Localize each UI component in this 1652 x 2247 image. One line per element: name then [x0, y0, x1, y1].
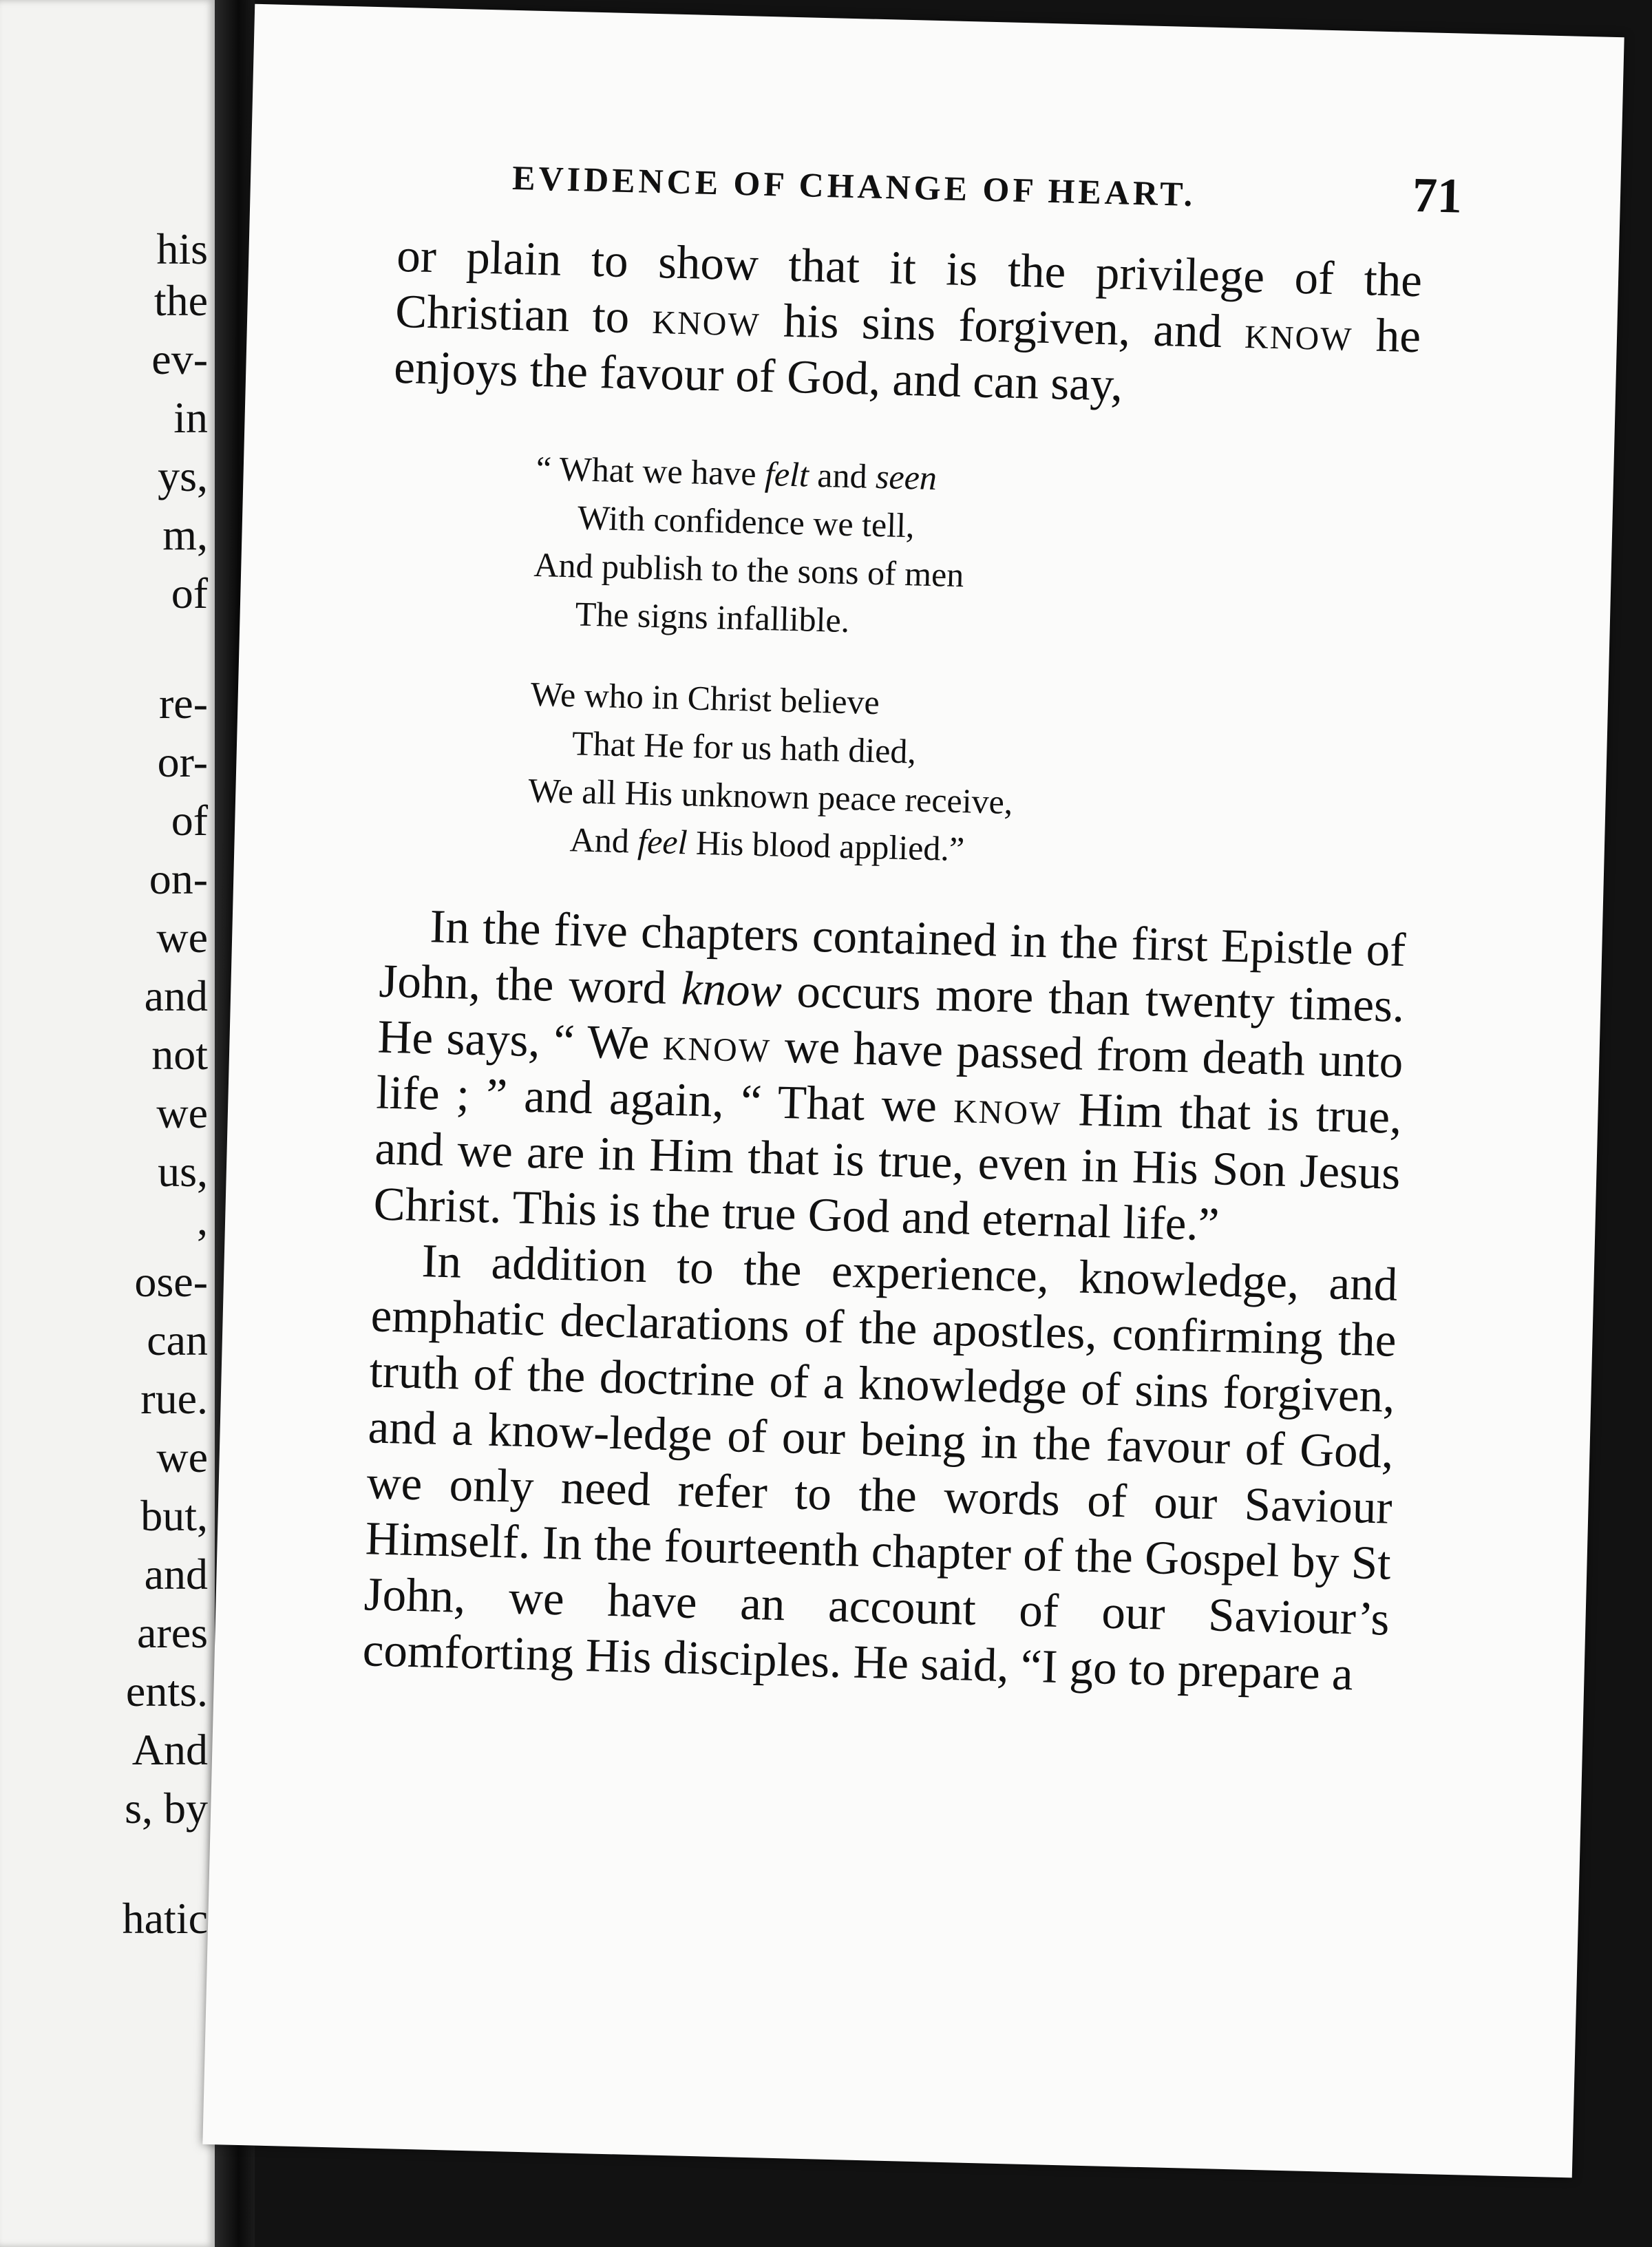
emphasis-know: know [953, 1079, 1063, 1135]
poem-line: We who in Christ believe [530, 674, 880, 722]
italic-know: know [681, 962, 783, 1017]
text-run: “ What we have [536, 448, 765, 493]
text-run: occurs more than twenty times. He says, “ We [377, 964, 1406, 1070]
poem-line: We all His unknown peace receive, [527, 770, 1014, 821]
left-fragment: And [131, 1725, 208, 1774]
left-fragment: but, [140, 1491, 208, 1540]
left-fragment: rue. [140, 1374, 208, 1423]
left-fragment: , [197, 1195, 208, 1244]
stanza-2 [527, 670, 1412, 884]
stanza-1 [532, 444, 1417, 658]
left-fragment: us, [158, 1147, 208, 1196]
emphasis-know: know [1244, 305, 1354, 361]
text-run: he enjoys the favour of God, and can say, [393, 308, 1421, 411]
left-fragment: the [153, 276, 208, 325]
poem-line: That He for us hath died, [571, 724, 917, 771]
text-run: In the five chapters contained in the first Epistle of John, the word [378, 900, 1407, 1015]
previous-page-fragment [0, 0, 215, 2247]
left-fragment: and [144, 1550, 208, 1599]
left-fragment: ares [136, 1608, 208, 1657]
text-run: Him that is true, and we are in Him that is true, even in His Son Jesus Christ. This is the true God and eternal life.” [372, 1082, 1403, 1251]
text-run: his sins forgiven, and [759, 293, 1246, 358]
italic-feel: feel [637, 821, 688, 862]
left-fragment: ents. [125, 1667, 208, 1716]
left-fragment: we [156, 1433, 208, 1481]
emphasis-know: know [662, 1017, 772, 1073]
left-fragment: not [151, 1030, 208, 1079]
text-run: His blood applied.” [686, 823, 965, 869]
page-number: 71 [1412, 167, 1463, 224]
text-run: or plain to show that it is the privilege of the Christian to [394, 229, 1423, 344]
left-fragment: ys, [158, 452, 208, 500]
left-fragment: ev- [151, 335, 208, 383]
hymn-quotation [527, 444, 1417, 884]
paragraph-saviour-words: In addition to the experience, knowledge, and emphatic declarations of the apostles, confirming the truth of the doctrine of a knowledge of sins forgiven, and a know-ledge of our being in the favour of God, we only need refer to the words of our Saviour Himself. In the fourteenth chapter of the Gospel by St John, we have an account of our Saviour’s comforting His disciples. He said, “I go to prepare a [362, 1234, 1399, 1700]
body-text [362, 228, 1423, 1703]
left-fragment: of [171, 569, 208, 618]
text-run: And [569, 820, 639, 861]
running-title: EVIDENCE OF CHANGE OF HEART. [511, 158, 1197, 214]
left-fragment: can [147, 1316, 208, 1364]
text-run: we have passed from death unto life ; ” and again, “ That we [375, 1020, 1404, 1132]
italic-seen: seen [875, 456, 938, 498]
text-run: and [808, 455, 876, 496]
book-page [202, 4, 1624, 2178]
paragraph-continuation [393, 228, 1422, 420]
left-fragment: m, [162, 510, 208, 559]
left-fragment: his [156, 224, 208, 273]
left-fragment: and [144, 971, 208, 1020]
left-fragment: re- [158, 679, 208, 728]
left-fragment: or- [157, 737, 208, 786]
left-fragment: ose- [134, 1257, 208, 1306]
left-fragment: we [156, 1088, 208, 1137]
left-fragment: s, by [125, 1784, 208, 1833]
emphasis-know: know [651, 291, 761, 346]
left-fragment: on- [149, 854, 208, 903]
paragraph-epistle-of-john [373, 898, 1406, 1257]
poem-line: With confidence we tell, [577, 498, 915, 545]
running-head [511, 145, 1463, 225]
left-fragment: of [171, 796, 208, 845]
left-fragment: in [173, 393, 208, 442]
poem-line: The signs infallible. [575, 594, 850, 640]
poem-line: And publish to the sons of men [533, 545, 965, 595]
italic-felt: felt [764, 454, 809, 494]
left-fragment: we [156, 913, 208, 962]
left-fragment: hatic [122, 1894, 208, 1943]
